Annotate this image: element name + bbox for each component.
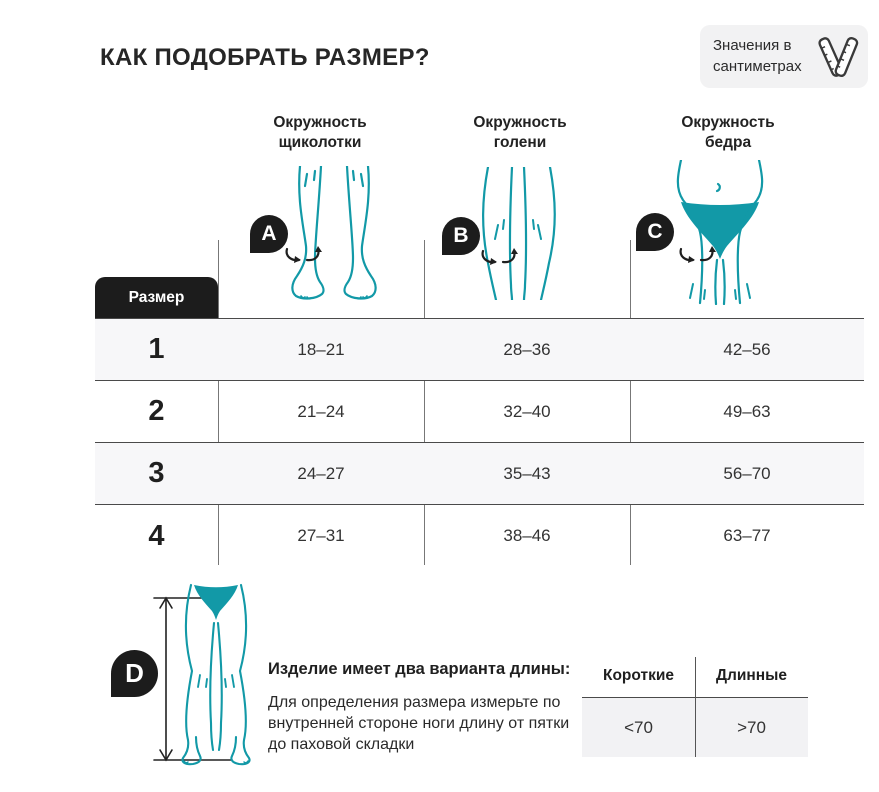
size-value: 3 <box>148 457 165 489</box>
page-title: КАК ПОДОБРАТЬ РАЗМЕР? <box>100 44 430 71</box>
size-value: 2 <box>148 395 165 427</box>
units-badge-label: Значения в сантиметрах <box>713 37 802 75</box>
hip-range: 49–63 <box>723 401 771 421</box>
table-row <box>95 319 864 381</box>
variant-value-long: >70 <box>737 717 766 737</box>
variant-value-short: <70 <box>624 717 653 737</box>
rotation-arrow-icon <box>678 246 716 264</box>
badge-b: B <box>442 217 480 255</box>
hips-illustration <box>668 160 772 305</box>
calf-range: 28–36 <box>503 339 551 359</box>
variant-table-divider <box>695 657 696 757</box>
ankle-range: 18–21 <box>297 339 345 359</box>
table-row <box>95 505 864 567</box>
size-corner-label: Размер <box>95 277 218 318</box>
rotation-arrow-icon <box>480 248 518 266</box>
length-heading: Изделие имеет два варианта длины: <box>268 660 571 678</box>
calf-range: 35–43 <box>503 463 551 483</box>
measuring-tape-icon <box>817 32 860 82</box>
units-badge <box>700 25 868 88</box>
full-legs-illustration <box>150 583 268 767</box>
hip-range: 63–77 <box>723 526 771 545</box>
badge-a: A <box>250 215 288 253</box>
hip-range: 42–56 <box>723 339 771 359</box>
variant-header-long: Длинные <box>716 667 787 684</box>
ankle-legs-illustration <box>282 166 386 302</box>
rotation-arrow-icon <box>284 246 322 264</box>
column-header-calf: Окружность голени <box>473 114 567 152</box>
badge-c: C <box>636 213 674 251</box>
size-value: 4 <box>148 519 165 552</box>
size-value: 1 <box>148 333 165 365</box>
calf-legs-illustration <box>478 167 562 300</box>
hip-range: 56–70 <box>723 463 771 483</box>
calf-range: 32–40 <box>503 401 551 421</box>
ankle-range: 27–31 <box>297 526 345 545</box>
table-row <box>95 443 864 505</box>
column-header-ankle: Окружность щиколотки <box>273 114 367 152</box>
calf-range: 38–46 <box>503 526 551 545</box>
length-description: Для определения размера измерьте по внутренней стороне ноги длину от пятки до паховой складки <box>268 694 570 754</box>
table-row <box>95 381 864 443</box>
badge-d: D <box>111 650 158 697</box>
ankle-range: 24–27 <box>297 463 345 483</box>
size-table <box>95 318 864 567</box>
ankle-range: 21–24 <box>297 401 345 421</box>
column-header-hip: Окружность бедра <box>681 114 775 152</box>
variant-header-short: Короткие <box>603 667 674 684</box>
length-variant-table <box>582 655 808 757</box>
